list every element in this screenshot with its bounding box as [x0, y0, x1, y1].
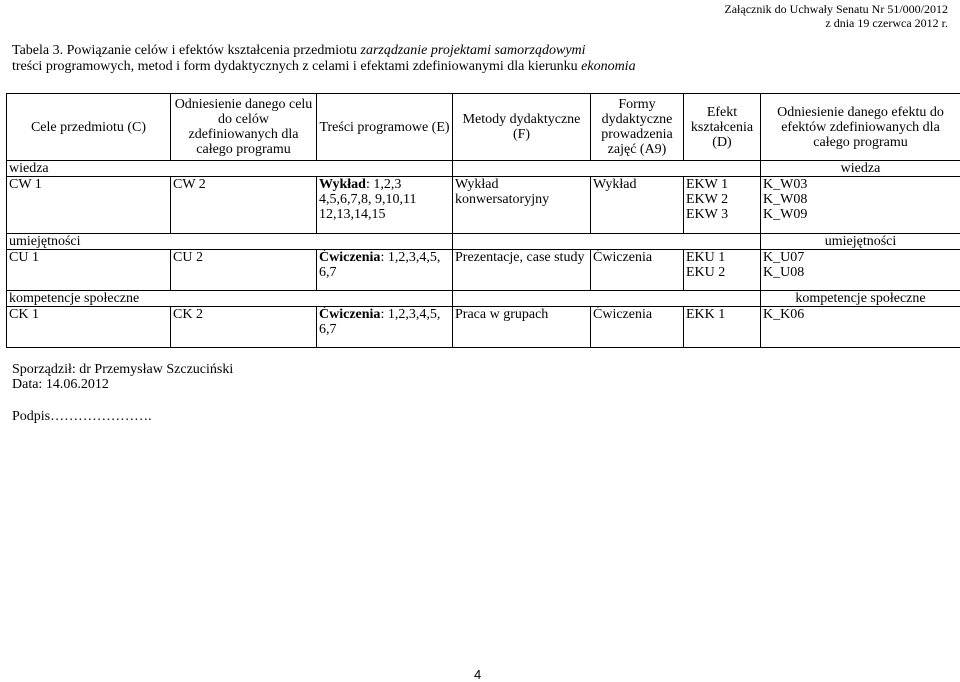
method-cell: Wykład konwersatoryjny: [453, 177, 591, 234]
effect-item: EKU 2: [686, 265, 758, 280]
section-label-right: kompetencje społeczne: [761, 291, 960, 307]
content-cell: [317, 177, 453, 234]
table-row: [7, 307, 960, 348]
content-label: Ćwiczenia: [319, 250, 380, 265]
caption-text-2: treści programowych, metod i form dydaktycznych z celami i efektami zdefiniowanymi dla kierunku: [12, 59, 581, 74]
form-cell: Wykład: [591, 177, 684, 234]
effect-ref-item: K_U08: [763, 265, 958, 280]
form-cell: Ćwiczenia: [591, 250, 684, 291]
content-value: : 1,2,3,4,5, 6,7: [319, 250, 440, 280]
effect-ref-item: K_W08: [763, 192, 958, 207]
effect-ref-item: K_W03: [763, 177, 958, 192]
section-label-right: umiejętności: [761, 234, 960, 250]
section-label: wiedza: [7, 161, 453, 177]
method-cell: Praca w grupach: [453, 307, 591, 348]
section-label-right: wiedza: [761, 161, 960, 177]
page-number: 4: [474, 667, 481, 682]
header-note-line-2: z dnia 19 czerwca 2012 r.: [724, 16, 948, 30]
effect-item: EKW 1: [686, 177, 758, 192]
header-forms: Formy dydaktyczne prowadzenia zajęć (A9): [591, 94, 684, 161]
goal-cell: CU 1: [7, 250, 171, 291]
content-cell: [317, 250, 453, 291]
caption-field: ekonomia: [581, 59, 635, 74]
goal-cell: CK 1: [7, 307, 171, 348]
header-goals: Cele przedmiotu (C): [7, 94, 171, 161]
caption-subject: zarządzanie projektami samorządowymi: [361, 43, 586, 58]
footer-date: Data: 14.06.2012: [12, 377, 109, 392]
footer-prepared-by: Sporządził: dr Przemysław Szczuciński: [12, 362, 233, 377]
section-label: umiejętności: [7, 234, 453, 250]
effects-cell: [684, 177, 761, 234]
effect-item: EKK 1: [686, 307, 758, 322]
goal-ref-cell: CW 2: [171, 177, 317, 234]
effects-cell: [684, 250, 761, 291]
footer-signature: Podpis………………….: [12, 409, 152, 424]
method-cell: Prezentacje, case study: [453, 250, 591, 291]
header-effects: Efekt kształcenia (D): [684, 94, 761, 161]
effect-item: EKW 3: [686, 207, 758, 222]
effects-cell: [684, 307, 761, 348]
table-row: [7, 177, 960, 234]
header-goal-reference: Odniesienie danego celu do celów zdefiniowanych dla całego programu: [171, 94, 317, 161]
caption-text-1: Tabela 3. Powiązanie celów i efektów kształcenia przedmiotu: [12, 43, 361, 58]
effect-ref-item: K_U07: [763, 250, 958, 265]
header-note-line-1: Załącznik do Uchwały Senatu Nr 51/000/2012: [724, 2, 948, 16]
header-content: Treści programowe (E): [317, 94, 453, 161]
content-label: Ćwiczenia: [319, 307, 380, 322]
effect-refs-cell: [761, 307, 960, 348]
section-row-skills: [7, 234, 960, 250]
table-header-row: [7, 94, 960, 161]
effect-ref-item: K_W09: [763, 207, 958, 222]
effect-ref-item: K_K06: [763, 307, 958, 322]
section-label: kompetencje społeczne: [7, 291, 453, 307]
content-cell: [317, 307, 453, 348]
header-methods: Metody dydaktyczne (F): [453, 94, 591, 161]
goal-cell: CW 1: [7, 177, 171, 234]
goal-ref-cell: CK 2: [171, 307, 317, 348]
effect-item: EKW 2: [686, 192, 758, 207]
content-label: Wykład: [319, 177, 366, 192]
effect-refs-cell: [761, 250, 960, 291]
header-note: [724, 2, 948, 30]
content-value: : 1,2,3 4,5,6,7,8, 9,10,11 12,13,14,15: [319, 177, 416, 222]
header-effect-reference: Odniesienie danego efektu do efektów zdefiniowanych dla całego programu: [761, 94, 960, 161]
content-value: : 1,2,3,4,5, 6,7: [319, 307, 440, 337]
effect-refs-cell: [761, 177, 960, 234]
effect-item: EKU 1: [686, 250, 758, 265]
table-caption: [12, 43, 872, 75]
section-row-knowledge: [7, 161, 960, 177]
mapping-table: [6, 93, 960, 348]
section-row-social-competences: [7, 291, 960, 307]
table-row: [7, 250, 960, 291]
goal-ref-cell: CU 2: [171, 250, 317, 291]
form-cell: Ćwiczenia: [591, 307, 684, 348]
